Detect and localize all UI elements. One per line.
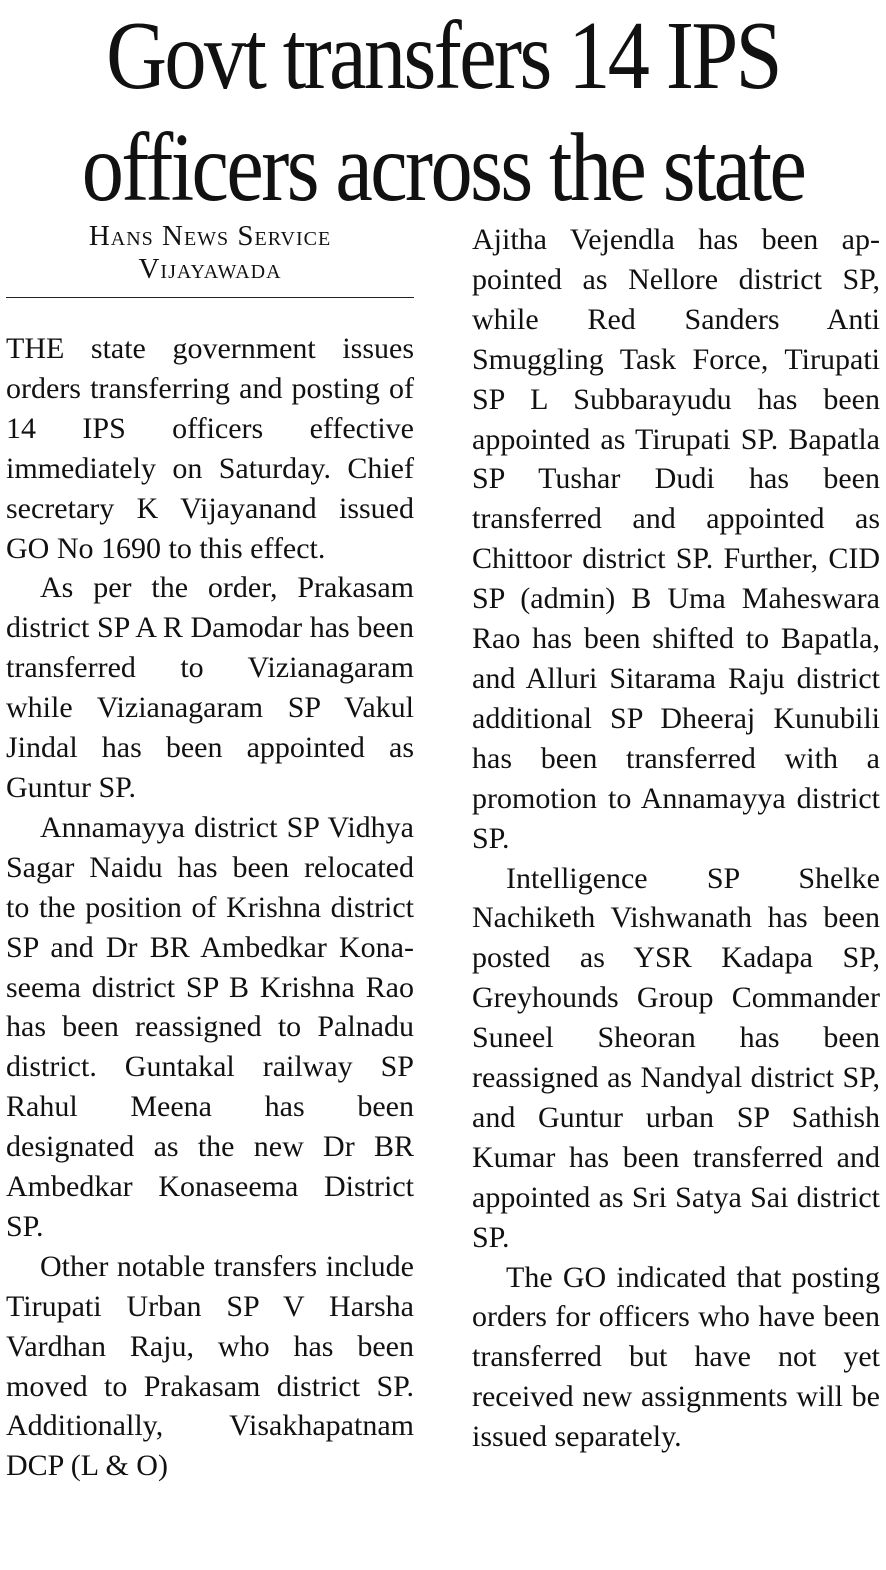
article-column-left (6, 220, 414, 1486)
byline-location: Vijayawada (138, 253, 282, 285)
paragraph-3: Annamayya district SP Vidhya Sagar Naidu has been relocated to the position of Krishna district SP and Dr BR Ambedkar Konaseema district SP B Krishna Rao has been reassigned to Palnadu district. Guntakal railway SP Rahul Meena has been designated as the new Dr BR Ambedkar Konaseema District SP. (6, 810, 414, 1243)
headline-line-2: officers across the state (81, 114, 805, 222)
headline-line-1: Govt transfers 14 IPS (106, 2, 780, 110)
paragraph-6: The GO indicated that posting orders for officers who have been transferred but have not yet received new assignments will be issued separately. (472, 1260, 880, 1454)
paragraph-5: Intelligence SP Shelke Nachiketh Vishwanath has been posted as YSR Kadapa SP, Greyhounds Group Commander Suneel Sheoran has been reassigned as Nandyal district SP, and Guntur urban SP Sathish Kumar has been transferred and appointed as Sri Satya Sai district SP. (472, 861, 880, 1254)
paragraph-4-continued (472, 220, 880, 859)
paragraph-4 (6, 1247, 414, 1486)
paragraph-1: THE state government issues orders transferring and posting of 14 IPS officers effective immediately on Saturday. Chief secretary K Vijayanand issued GO No 1690 to this effect. (6, 332, 414, 565)
byline-divider (6, 297, 414, 298)
byline-service: Hans News Service (88, 220, 332, 252)
paragraph-4-part-2: Ajitha Vejendla has been appointed as Nellore district SP, while Red Sanders Anti Smuggling Task Force, Tirupati SP L Subbarayudu has been appointed as Tirupati SP. Bapatla SP Tushar Dudi has been transferred and appointed as Chittoor district SP. Further, CID SP (admin) B Uma Maheswara Rao has been shifted to Bapatla, and Alluri Sitarama Raju district additional SP Dheeraj Kunubili has been transferred with a promotion to Annamayya district SP. (472, 223, 880, 855)
article-headline (62, 0, 824, 224)
paragraph-4-part-1: Other notable transfers include Tirupati Urban SP V Harsha Vardhan Raju, who has been moved to Prakasam district SP. Additionally, Visakhapatnam DCP (L & O) (6, 1249, 414, 1483)
article-column-right (472, 220, 880, 1457)
paragraph-2: As per the order, Prakasam district SP A R Damodar has been transferred to Vizianagaram while Vizianagaram SP Vakul Jindal has been appointed as Guntur SP. (6, 571, 414, 804)
byline (6, 220, 414, 286)
